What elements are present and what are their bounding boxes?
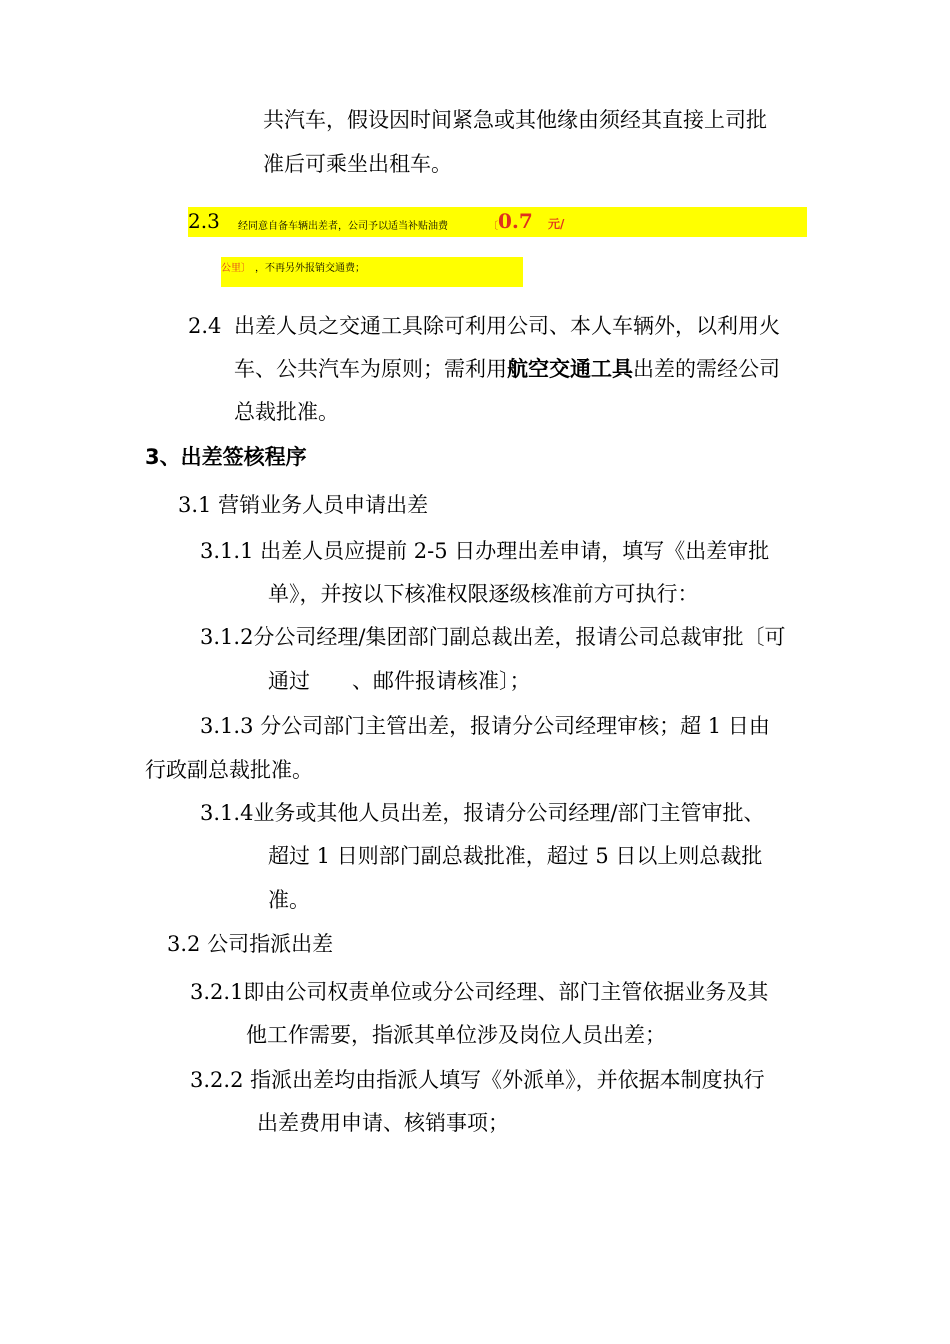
emphasis-text: 航空交通工具 <box>507 357 633 381</box>
paragraph-line: 超过 1 日则部门副总裁批准，超过 5 日以上则总裁批 <box>268 844 763 868</box>
highlight-block <box>221 257 523 287</box>
paragraph-line: 通过 、邮件报请核准〕； <box>268 669 531 693</box>
clause-text: ，不再另外报销交通费； <box>255 263 365 274</box>
paragraph-line: 出差人员之交通工具除可利用公司、本人车辆外，以利用火 <box>234 314 780 338</box>
unit-continuation: 公里〕 <box>221 263 251 274</box>
clause-number: 2.4 <box>188 314 222 338</box>
subsection-heading: 3.2 公司指派出差 <box>167 932 334 956</box>
paragraph-line: 单》，并按以下核准权限逐级核准前方可执行： <box>268 582 699 606</box>
text-run: 车、公共汽车为原则；需利用 <box>234 357 507 381</box>
paragraph-line: 总裁批准。 <box>234 400 339 424</box>
text-run: 出差的需经公司 <box>633 357 780 381</box>
paragraph-line: 3.1.2分公司经理/集团部门副总裁出差，报请公司总裁审批〔可 <box>200 625 786 649</box>
paragraph-line: 3.2.2 指派出差均由指派人填写《外派单》，并依据本制度执行 <box>190 1068 765 1092</box>
paragraph-line: 共汽车，假设因时间紧急或其他缘由须经其直接上司批 <box>263 108 767 132</box>
clause-number: 2.3 <box>188 209 220 233</box>
subsection-heading: 3.1 营销业务人员申请出差 <box>178 493 429 517</box>
paragraph-line <box>234 355 780 383</box>
paragraph-line: 3.1.3 分公司部门主管出差，报请分公司经理审核；超 1 日由 <box>200 714 770 738</box>
paragraph-line: 准后可乘坐出租车。 <box>263 152 452 176</box>
paragraph-line: 3.2.1即由公司权责单位或分公司经理、部门主管依据业务及其 <box>190 980 769 1004</box>
clause-text: 经同意自备车辆出差者，公司予以适当补贴油费 <box>238 221 448 232</box>
section-heading: 3、出差签核程序 <box>145 445 307 469</box>
paragraph-line: 行政副总裁批准。 <box>145 758 313 782</box>
paragraph-line: 他工作需要，指派其单位涉及岗位人员出差； <box>246 1023 666 1047</box>
paragraph-line: 出差费用申请、核销事项； <box>257 1111 509 1135</box>
paragraph-line: 3.1.4业务或其他人员出差，报请分公司经理/部门主管审批、 <box>200 801 765 825</box>
paragraph-line: 准。 <box>268 888 310 912</box>
subsidy-value: 0.7 <box>498 209 533 233</box>
highlight-block <box>188 207 807 237</box>
paragraph-line: 3.1.1 出差人员应提前 2-5 日办理出差申请，填写《出差审批 <box>200 539 770 563</box>
subsidy-unit: 元/ <box>548 217 565 231</box>
bracket-open: 〔 <box>488 221 498 232</box>
